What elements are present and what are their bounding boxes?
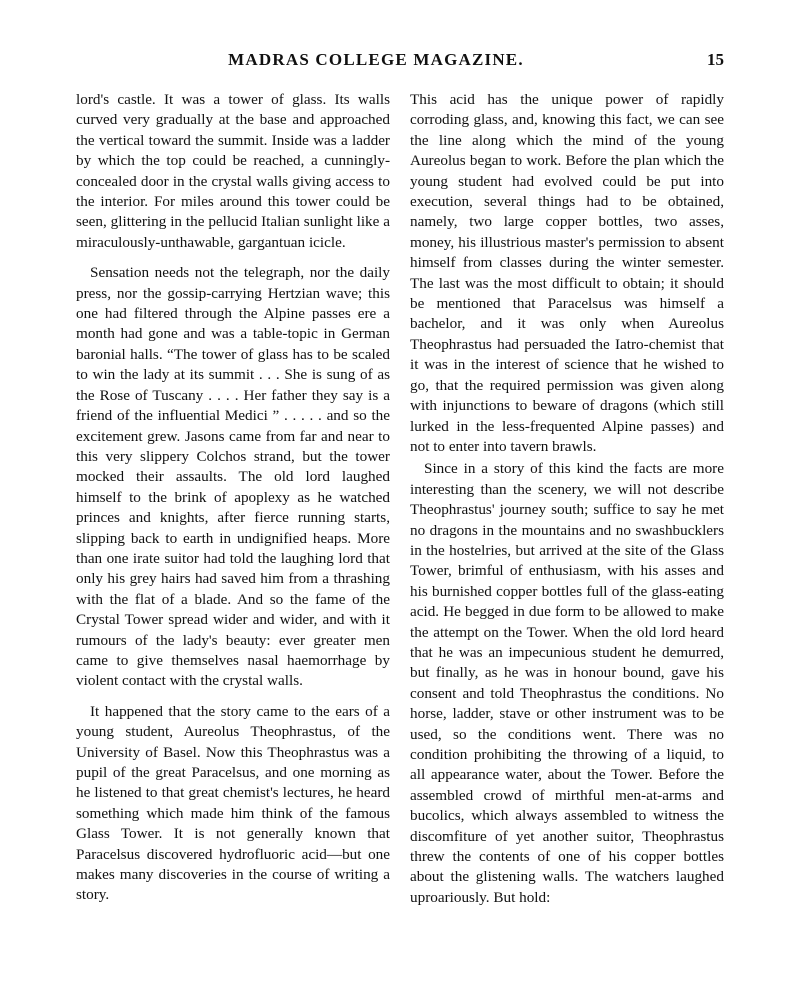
paragraph: lord's castle. It was a tower of glass. Its walls curved very gradually at the base and approached the vertical toward the summit. Inside was a ladder by which the top could be reached, a cunningly-concealed door in the crystal walls giving access to the interior. For miles around this tower could be seen, glittering in the pellucid Italian sunlight like a miraculously-unthawable, gargantuan icicle. bbox=[76, 91, 390, 251]
paragraph: Since in a story of this kind the facts are more interesting than the scenery, we will not describe Theophrastus' journey south; suffice to say he met no dragons in the mountains and no swashbucklers in the hostelries, but arrived at the site of the Glass Tower, brimful of enthusiasm, with his asses and his burnished copper bottles full of the glass-eating acid. He begged in due form to be allowed to make the attempt on the Tower. When the old lord heard that he was an impecunious student he demurred, but finally, as he was in honour bound, gave his consent and told Theophrastus the conditions. No horse, ladder, stave or other instrument was to be used, so the conditions went. There was no condition prohibiting the throwing of a liquid, to all appearance water, about the Tower. Before the assembled crowd of mirthful men-at-arms and bucolics, which always assembled to witness the discomfiture of yet another suitor, Theophrastus threw the contents of one of his copper bottles about the glistening walls. The watchers laughed uproariously. But hold: bbox=[410, 460, 724, 906]
page-number: 15 bbox=[707, 50, 724, 69]
right-column bbox=[410, 90, 724, 908]
magazine-title: MADRAS COLLEGE MAGAZINE. bbox=[228, 50, 524, 69]
page-header bbox=[76, 50, 724, 74]
paragraph: Sensation needs not the telegraph, nor the daily press, nor the gossip-carrying Hertzian wave; this one had filtered through the Alpine passes ere a month had gone and was a table-topic in German baronial halls. “The tower of glass has to be scaled to win the lady at its summit . . . She is sung of as the Rose of Tuscany . . . . Her father they say is a friend of the influential Medici ” . . . . . and so the excitement grew. Jasons came from far and near to this very slippery Colchos strand, but the tower mocked their assaults. The old lord laughed himself to the brink of apoplexy as he watched princes and knights, after fierce running starts, slipping back to earth in undignified heaps. More than one irate suitor had told the laughing lord that only his grey hairs had saved him from a thrashing with the flat of a blade. And so the fame of the Crystal Tower spread wider and wider, and with it rumours of the lady's beauty: ever greater men came to give themselves nasal haemorrhage by violent contact with the crystal walls. bbox=[76, 264, 390, 690]
paragraph: It happened that the story came to the ears of a young student, Aureolus Theophrastus, of the University of Basel. Now this Theophrastus was a pupil of the great Paracelsus, and one morning as he listened to that great chemist's lectures, he heard something which made him think of the famous Glass Tower. It is not generally known that Paracelsus discovered hydrofluoric acid—but one makes many discoveries in the course of writing a story. bbox=[76, 702, 390, 904]
left-column bbox=[76, 90, 390, 906]
paragraph: This acid has the unique power of rapidly corroding glass, and, knowing this fact, we can see the line along which the mind of the young Aureolus began to work. Before the plan which the young student had evolved could be put into execution, several things had to be obtained, namely, two large copper bottles, two asses, money, his illustrious master's permission to absent himself from classes during the winter semester. The last was the most difficult to obtain; it should be mentioned that Paracelsus was himself a bachelor, and it was only when Aureolus Theophrastus had persuaded the Iatro-chemist that it was in the interest of science that he wished to go, that the required permission was given along with injunctions to beware of dragons (which still lurked in the less-frequented Alpine passes) and not to enter into tavern brawls. bbox=[410, 91, 724, 455]
